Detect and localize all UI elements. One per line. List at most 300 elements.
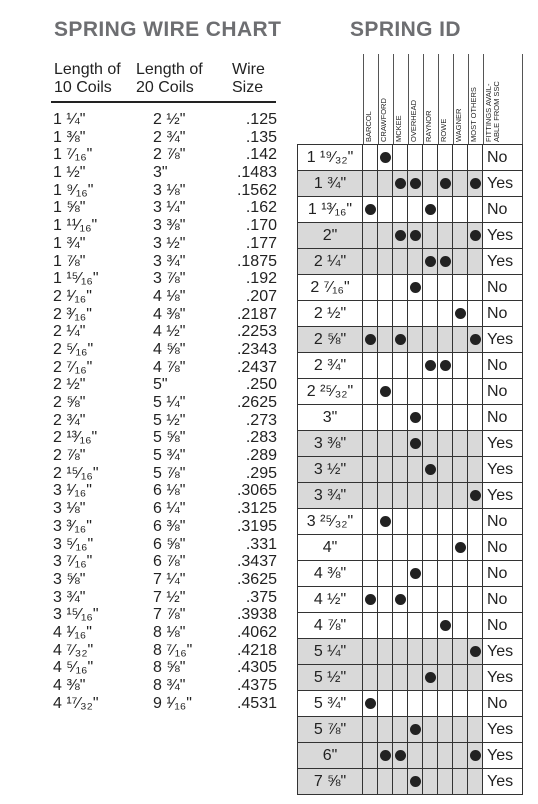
- spring-size-cell: 6": [297, 743, 363, 768]
- manufacturer-cell: [438, 743, 453, 768]
- manufacturer-cell: [408, 379, 423, 404]
- wire-size-cell: .289: [245, 447, 277, 465]
- match-dot-icon: [470, 230, 481, 241]
- manufacturer-cell: [468, 171, 483, 196]
- match-dot-icon: [395, 334, 406, 345]
- spring-size-cell: 5 ⅞": [297, 717, 363, 742]
- length-10-coils-cell: 2 ¹³⁄₁₆": [53, 429, 98, 447]
- wire-chart-row: [52, 288, 282, 306]
- match-dot-icon: [425, 256, 436, 267]
- wire-size-cell: .2625: [236, 394, 277, 411]
- wire-chart-row: [52, 553, 282, 571]
- manufacturer-cell: [363, 405, 378, 430]
- manufacturer-cell: [393, 457, 408, 482]
- manufacturer-cell: [438, 483, 453, 508]
- wire-chart-row: [52, 235, 282, 253]
- manufacturer-cell: [393, 171, 408, 196]
- fittings-available-cell: No: [483, 145, 523, 170]
- spring-size-cell: 3 ½": [297, 457, 363, 482]
- spring-id-row: [297, 691, 523, 717]
- wire-chart-row: [52, 695, 282, 713]
- manufacturer-cell: [453, 457, 468, 482]
- manufacturer-cell: [423, 353, 438, 378]
- spring-id-row: [297, 223, 523, 249]
- manufacturer-cell: [468, 301, 483, 326]
- length-20-coils-cell: 3 ⅜": [153, 217, 186, 235]
- length-20-coils-cell: 4 ⅞": [153, 358, 186, 376]
- fittings-available-cell: Yes: [483, 769, 523, 794]
- manufacturer-cell: [423, 561, 438, 586]
- manufacturer-cell: [408, 223, 423, 248]
- manufacturer-cell: [453, 275, 468, 300]
- wire-chart-row: [52, 146, 282, 164]
- length-20-coils-cell: 9 ¹⁄₁₆": [153, 694, 192, 712]
- wire-chart-row: [52, 500, 282, 518]
- manufacturer-cell: [363, 717, 378, 742]
- wire-chart-row: [52, 624, 282, 642]
- manufacturer-cell: [408, 301, 423, 326]
- manufacturer-cell: [423, 769, 438, 794]
- wire-size-cell: .250: [245, 376, 277, 394]
- wire-size-cell: .1562: [236, 181, 277, 199]
- manufacturer-cell: [393, 379, 408, 404]
- manufacturer-cell: [438, 457, 453, 482]
- manufacturer-cell: [363, 431, 378, 456]
- manufacturer-cell: [453, 509, 468, 534]
- match-dot-icon: [440, 360, 451, 371]
- manufacturer-cell: [408, 145, 423, 170]
- spring-id-grid: [297, 144, 523, 795]
- manufacturer-cell: [468, 197, 483, 222]
- spring-size-cell: 2 ²⁵⁄₃₂": [297, 379, 363, 404]
- length-10-coils-cell: 2 ⅞": [53, 447, 86, 465]
- match-dot-icon: [425, 360, 436, 371]
- manufacturer-cell: [453, 223, 468, 248]
- length-20-coils-cell: 2 ⅞": [153, 146, 186, 164]
- length-20-coils-cell: 3 ¼": [153, 199, 186, 217]
- manufacturer-cell: [378, 509, 393, 534]
- length-10-coils-cell: 2 ⁷⁄₁₆": [53, 358, 93, 376]
- manufacturer-cell: [363, 639, 378, 664]
- wire-size-cell: .192: [245, 270, 277, 288]
- wire-chart-row: [52, 606, 282, 624]
- manufacturer-cell: [378, 197, 393, 222]
- length-10-coils-cell: 3 ¹⁄₁₆": [53, 482, 92, 500]
- manufacturer-cell: [408, 535, 423, 560]
- length-20-coils-cell: 8 ⅝": [153, 659, 186, 677]
- manufacturer-cell: [363, 743, 378, 768]
- header-length-20-line1: Length of: [136, 61, 203, 78]
- length-20-coils-cell: 6 ⅞": [153, 553, 186, 571]
- fittings-available-cell: Yes: [483, 483, 523, 508]
- manufacturer-cell: [363, 457, 378, 482]
- length-20-coils-cell: 3 ¾": [153, 252, 186, 270]
- match-dot-icon: [470, 178, 481, 189]
- match-dot-icon: [410, 282, 421, 293]
- spring-id-row: [297, 275, 523, 301]
- fittings-available-cell: Yes: [483, 717, 523, 742]
- length-20-coils-cell: 8 ⁷⁄₁₆": [153, 641, 193, 659]
- manufacturer-cell: [393, 769, 408, 794]
- wire-size-cell: .3065: [236, 482, 277, 500]
- wire-chart-row: [52, 306, 282, 324]
- spring-size-cell: 2 ¼": [297, 249, 363, 274]
- fittings-available-cell: Yes: [483, 431, 523, 456]
- manufacturer-cell: [363, 171, 378, 196]
- wire-size-cell: .283: [245, 429, 277, 447]
- length-10-coils-cell: 1 ¾": [53, 234, 86, 252]
- manufacturer-cell: [393, 431, 408, 456]
- spring-wire-chart-title: SPRING WIRE CHART: [54, 18, 282, 41]
- manufacturer-cell: [423, 535, 438, 560]
- manufacturer-cell: [408, 769, 423, 794]
- wire-size-cell: .177: [245, 234, 277, 252]
- spring-id-row: [297, 587, 523, 613]
- manufacturer-cell: [423, 171, 438, 196]
- manufacturer-header-label: OVERHEAD: [409, 99, 418, 142]
- spring-id-row: [297, 613, 523, 639]
- manufacturer-cell: [408, 353, 423, 378]
- wire-size-cell: .2437: [236, 358, 277, 376]
- match-dot-icon: [380, 386, 391, 397]
- spring-size-cell: 3 ⅜": [297, 431, 363, 456]
- manufacturer-cell: [393, 327, 408, 352]
- spring-size-cell: 2 ½": [297, 301, 363, 326]
- spring-size-cell: 2 ¾": [297, 353, 363, 378]
- wire-chart-row: [52, 376, 282, 394]
- manufacturer-cell: [378, 639, 393, 664]
- wire-size-cell: .125: [245, 111, 277, 128]
- wire-size-cell: .3625: [236, 570, 277, 588]
- fittings-available-cell: No: [483, 301, 523, 326]
- spring-id-row: [297, 171, 523, 197]
- manufacturer-cell: [378, 665, 393, 690]
- match-dot-icon: [395, 230, 406, 241]
- length-20-coils-cell: 3 ⅛": [153, 181, 186, 199]
- length-10-coils-cell: 1 ⅞": [53, 252, 86, 270]
- manufacturer-cell: [378, 275, 393, 300]
- manufacturer-cell: [393, 613, 408, 638]
- length-10-coils-cell: 3 ⅝": [53, 570, 86, 588]
- manufacturer-cell: [408, 197, 423, 222]
- match-dot-icon: [365, 334, 376, 345]
- spring-id-row: [297, 145, 523, 171]
- fittings-available-cell: Yes: [483, 665, 523, 690]
- manufacturer-cell: [423, 145, 438, 170]
- match-dot-icon: [410, 568, 421, 579]
- match-dot-icon: [470, 490, 481, 501]
- manufacturer-cell: [423, 223, 438, 248]
- manufacturer-cell: [453, 171, 468, 196]
- spring-size-cell: 1 ¾": [297, 171, 363, 196]
- fittings-available-cell: Yes: [483, 457, 523, 482]
- length-10-coils-cell: 1 ½": [53, 164, 86, 182]
- manufacturer-cell: [393, 639, 408, 664]
- wire-chart-row: [52, 270, 282, 288]
- header-length-20-coils: [136, 61, 203, 97]
- length-10-coils-cell: 3 ¹⁵⁄₁₆": [53, 606, 99, 624]
- spring-size-cell: 3 ¾": [297, 483, 363, 508]
- manufacturer-cell: [453, 665, 468, 690]
- length-10-coils-cell: 1 ¹⁵⁄₁₆": [53, 270, 99, 288]
- wire-size-cell: .4305: [236, 659, 277, 677]
- match-dot-icon: [410, 230, 421, 241]
- manufacturer-cell: [363, 769, 378, 794]
- wire-chart-row: [52, 253, 282, 271]
- length-10-coils-cell: 2 ³⁄₁₆": [53, 305, 92, 323]
- wire-size-cell: .273: [245, 411, 277, 429]
- length-10-coils-cell: 3 ⅛": [53, 500, 86, 518]
- manufacturer-cell: [438, 587, 453, 612]
- length-20-coils-cell: 4 ½": [153, 323, 186, 341]
- length-10-coils-cell: 1 ¼": [53, 111, 86, 128]
- wire-chart-row: [52, 412, 282, 430]
- length-20-coils-cell: 5 ¼": [153, 394, 186, 411]
- manufacturer-cell: [393, 717, 408, 742]
- manufacturer-cell: [378, 171, 393, 196]
- spring-id-row: [297, 457, 523, 483]
- fittings-available-cell: Yes: [483, 743, 523, 768]
- match-dot-icon: [440, 178, 451, 189]
- manufacturer-cell: [408, 327, 423, 352]
- length-10-coils-cell: 3 ³⁄₁₆": [53, 517, 92, 535]
- manufacturer-cell: [453, 249, 468, 274]
- length-10-coils-cell: 1 ¹¹⁄₁₆": [53, 217, 98, 235]
- spring-id-row: [297, 665, 523, 691]
- length-20-coils-cell: 2 ½": [153, 111, 186, 128]
- wire-size-cell: .1875: [236, 252, 277, 270]
- length-10-coils-cell: 2 ⁵⁄₁₆": [53, 340, 94, 358]
- manufacturer-cell: [453, 613, 468, 638]
- length-20-coils-cell: 3": [153, 164, 168, 182]
- manufacturer-cell: [378, 691, 393, 716]
- manufacturer-cell: [423, 431, 438, 456]
- manufacturer-cell: [423, 197, 438, 222]
- manufacturer-cell: [363, 249, 378, 274]
- header-length-10-line1: Length of: [54, 61, 121, 78]
- manufacturer-cell: [423, 327, 438, 352]
- length-10-coils-cell: 4 ⁷⁄₃₂": [53, 641, 94, 659]
- manufacturer-cell: [408, 509, 423, 534]
- manufacturer-cell: [438, 691, 453, 716]
- match-dot-icon: [425, 464, 436, 475]
- length-20-coils-cell: 5 ½": [153, 411, 186, 429]
- match-dot-icon: [410, 438, 421, 449]
- manufacturer-cell: [438, 535, 453, 560]
- manufacturer-cell: [438, 561, 453, 586]
- spring-id-row: [297, 327, 523, 353]
- spring-id-row: [297, 301, 523, 327]
- manufacturer-cell: [363, 327, 378, 352]
- manufacturer-cell: [453, 301, 468, 326]
- manufacturer-cell: [378, 379, 393, 404]
- wire-chart-row: [52, 571, 282, 589]
- manufacturer-cell: [363, 691, 378, 716]
- fittings-header-line1: FITTINGS AVAIL-: [484, 83, 493, 142]
- spring-size-cell: 4 ⅞": [297, 613, 363, 638]
- wire-size-cell: .4531: [236, 694, 277, 712]
- spring-id-row: [297, 509, 523, 535]
- wire-size-cell: .4062: [236, 623, 277, 641]
- wire-size-cell: .331: [245, 535, 277, 553]
- manufacturer-cell: [438, 639, 453, 664]
- wire-chart-row: [52, 447, 282, 465]
- manufacturer-cell: [453, 431, 468, 456]
- manufacturer-cell: [363, 275, 378, 300]
- match-dot-icon: [470, 646, 481, 657]
- manufacturer-cell: [378, 249, 393, 274]
- header-wire-size-line1: Wire: [232, 61, 265, 78]
- manufacturer-cell: [453, 535, 468, 560]
- manufacturer-cell: [423, 509, 438, 534]
- match-dot-icon: [425, 204, 436, 215]
- wire-chart-row: [52, 341, 282, 359]
- manufacturer-cell: [423, 665, 438, 690]
- manufacturer-cell: [438, 275, 453, 300]
- manufacturer-headers: [363, 54, 523, 144]
- manufacturer-cell: [423, 691, 438, 716]
- manufacturer-cell: [438, 249, 453, 274]
- manufacturer-cell: [378, 223, 393, 248]
- manufacturer-cell: [423, 275, 438, 300]
- manufacturer-cell: [408, 275, 423, 300]
- length-20-coils-cell: 6 ⅝": [153, 535, 186, 553]
- fittings-available-cell: No: [483, 613, 523, 638]
- manufacturer-header-raynor: [423, 54, 438, 144]
- wire-chart-row: [52, 182, 282, 200]
- spring-id-title: SPRING ID: [350, 18, 461, 41]
- wire-chart-table: [52, 111, 282, 712]
- manufacturer-cell: [393, 275, 408, 300]
- manufacturer-cell: [393, 483, 408, 508]
- spring-id-row: [297, 353, 523, 379]
- manufacturer-cell: [363, 483, 378, 508]
- manufacturer-header-barcol: [363, 54, 378, 144]
- manufacturer-cell: [393, 197, 408, 222]
- manufacturer-cell: [453, 379, 468, 404]
- match-dot-icon: [365, 204, 376, 215]
- match-dot-icon: [380, 516, 391, 527]
- match-dot-icon: [470, 334, 481, 345]
- length-10-coils-cell: 4 ⁵⁄₁₆": [53, 659, 94, 677]
- manufacturer-cell: [453, 483, 468, 508]
- spring-id-row: [297, 717, 523, 743]
- manufacturer-cell: [438, 509, 453, 534]
- manufacturer-cell: [378, 431, 393, 456]
- manufacturer-cell: [468, 639, 483, 664]
- manufacturer-cell: [423, 301, 438, 326]
- manufacturer-cell: [423, 379, 438, 404]
- header-wire-size-line2: Size: [232, 79, 264, 96]
- manufacturer-cell: [378, 301, 393, 326]
- spring-size-cell: 1 ¹⁹⁄₃₂": [297, 145, 363, 170]
- manufacturer-cell: [408, 665, 423, 690]
- manufacturer-cell: [423, 639, 438, 664]
- header-length-10-coils: [54, 61, 121, 97]
- spring-id-row: [297, 769, 523, 795]
- spring-size-cell: 4": [297, 535, 363, 560]
- fittings-available-cell: No: [483, 535, 523, 560]
- wire-chart-row: [52, 111, 282, 129]
- manufacturer-cell: [468, 249, 483, 274]
- length-20-coils-cell: 7 ¼": [153, 570, 186, 588]
- length-20-coils-cell: 5 ¾": [153, 447, 186, 465]
- manufacturer-cell: [408, 691, 423, 716]
- match-dot-icon: [410, 776, 421, 787]
- match-dot-icon: [380, 152, 391, 163]
- manufacturer-cell: [438, 171, 453, 196]
- manufacturer-header-label: MCKEE: [394, 115, 403, 142]
- manufacturer-cell: [393, 405, 408, 430]
- length-20-coils-cell: 3 ½": [153, 234, 186, 252]
- manufacturer-cell: [423, 587, 438, 612]
- manufacturer-cell: [468, 275, 483, 300]
- manufacturer-cell: [453, 405, 468, 430]
- manufacturer-cell: [438, 405, 453, 430]
- manufacturer-cell: [378, 561, 393, 586]
- wire-size-cell: .207: [245, 287, 277, 305]
- match-dot-icon: [380, 750, 391, 761]
- length-10-coils-cell: 4 ⅜": [53, 677, 86, 694]
- manufacturer-cell: [408, 639, 423, 664]
- manufacturer-cell: [453, 197, 468, 222]
- spring-size-cell: 3": [297, 405, 363, 430]
- match-dot-icon: [440, 620, 451, 631]
- match-dot-icon: [470, 750, 481, 761]
- manufacturer-cell: [363, 587, 378, 612]
- wire-chart-row: [52, 217, 282, 235]
- manufacturer-cell: [363, 223, 378, 248]
- match-dot-icon: [410, 178, 421, 189]
- match-dot-icon: [365, 698, 376, 709]
- match-dot-icon: [395, 178, 406, 189]
- spring-id-row: [297, 379, 523, 405]
- manufacturer-cell: [378, 717, 393, 742]
- manufacturer-cell: [468, 431, 483, 456]
- spring-size-cell: 5 ½": [297, 665, 363, 690]
- wire-chart-row: [52, 659, 282, 677]
- length-10-coils-cell: 4 ¹⁷⁄₃₂": [53, 694, 99, 712]
- wire-size-cell: .4218: [236, 641, 277, 659]
- match-dot-icon: [395, 750, 406, 761]
- wire-chart-row: [52, 677, 282, 695]
- manufacturer-header-crawford: [378, 54, 393, 144]
- fittings-available-header: [483, 54, 523, 144]
- manufacturer-cell: [438, 431, 453, 456]
- wire-size-cell: .2253: [236, 323, 277, 341]
- fittings-available-cell: Yes: [483, 249, 523, 274]
- manufacturer-cell: [453, 717, 468, 742]
- length-20-coils-cell: 7 ½": [153, 588, 186, 606]
- wire-chart-row: [52, 482, 282, 500]
- manufacturer-cell: [438, 717, 453, 742]
- spring-size-cell: 4 ½": [297, 587, 363, 612]
- manufacturer-cell: [408, 405, 423, 430]
- manufacturer-cell: [468, 457, 483, 482]
- length-10-coils-cell: 3 ⁷⁄₁₆": [53, 553, 93, 571]
- manufacturer-cell: [423, 249, 438, 274]
- wire-chart-row: [52, 465, 282, 483]
- manufacturer-cell: [423, 483, 438, 508]
- manufacturer-cell: [438, 145, 453, 170]
- length-10-coils-cell: 1 ⁹⁄₁₆": [53, 181, 94, 199]
- length-10-coils-cell: 2 ¾": [53, 411, 86, 429]
- spring-id-row: [297, 197, 523, 223]
- fittings-available-cell: No: [483, 561, 523, 586]
- wire-size-cell: .3437: [236, 553, 277, 571]
- manufacturer-cell: [468, 145, 483, 170]
- spring-id-row: [297, 639, 523, 665]
